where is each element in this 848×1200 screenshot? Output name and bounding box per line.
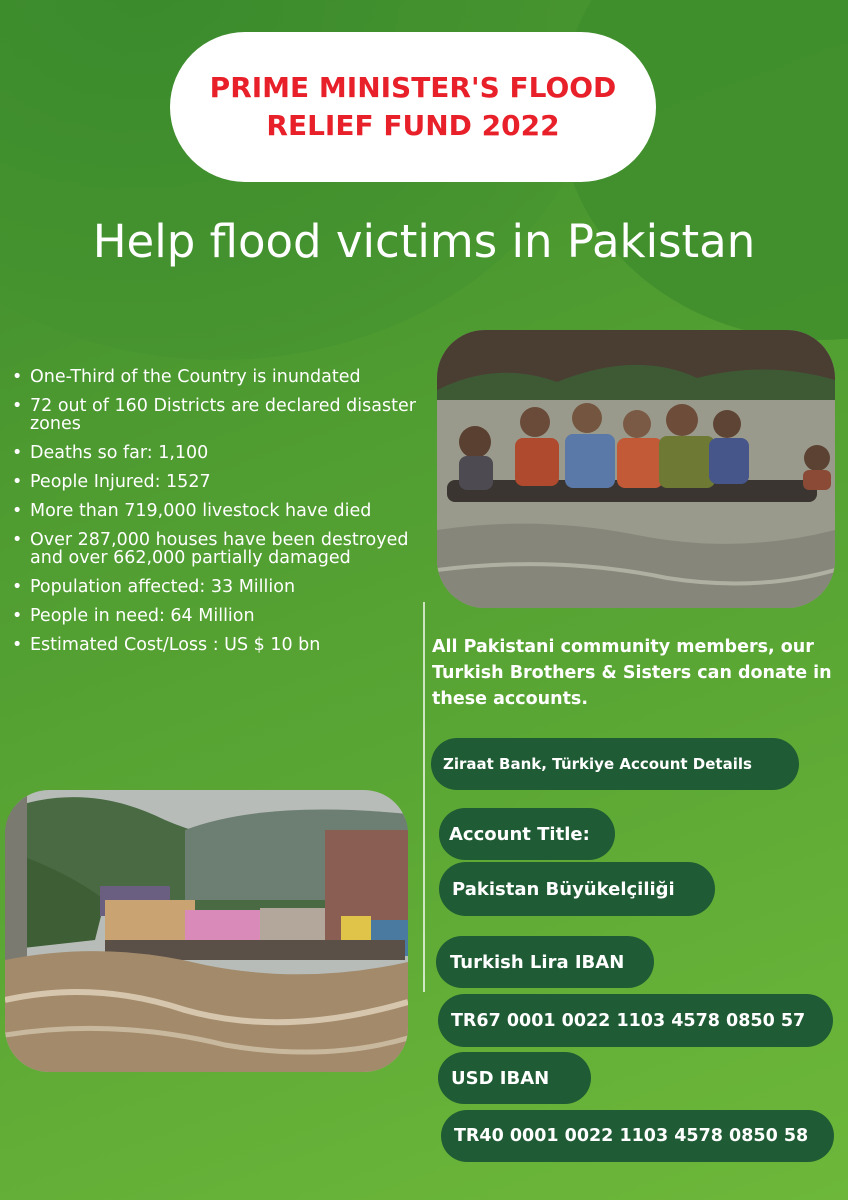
flood-river-town-photo [5,790,408,1072]
lira-iban-value: TR67 0001 0022 1103 4578 0850 57 [438,994,833,1047]
usd-iban-value: TR40 0001 0022 1103 4578 0850 58 [441,1110,834,1162]
fact-item: • Population affected: 33 Million [8,578,428,596]
facts-list [8,368,428,665]
account-title-label: Account Title: [439,808,615,860]
fact-item: • Estimated Cost/Loss : US $ 10 bn [8,636,428,654]
title-banner [170,32,656,182]
bank-details-label: Ziraat Bank, Türkiye Account Details [431,738,799,790]
flood-children-boat-photo [437,330,835,608]
headline: Help flood victims in Pakistan [92,215,756,268]
fact-item: • Over 287,000 houses have been destroyed and over 662,000 partially damaged [8,531,428,567]
vertical-divider [423,602,425,992]
fact-item: • One-Third of the Country is inundated [8,368,428,386]
community-message: All Pakistani community members, our Turkish Brothers & Sisters can donate in these accounts. [432,637,832,709]
fact-item: • People in need: 64 Million [8,607,428,625]
lira-iban-label: Turkish Lira IBAN [436,936,654,988]
poster-title: PRIME MINISTER'S FLOOD RELIEF FUND 2022 [209,71,617,142]
fact-item: • More than 719,000 livestock have died [8,502,428,520]
fact-item: • People Injured: 1527 [8,473,428,491]
account-title-value: Pakistan Büyükelçiliği [439,862,715,916]
usd-iban-label: USD IBAN [438,1052,591,1104]
fact-item: • Deaths so far: 1,100 [8,444,428,462]
fact-item: • 72 out of 160 Districts are declared disaster zones [8,397,428,433]
